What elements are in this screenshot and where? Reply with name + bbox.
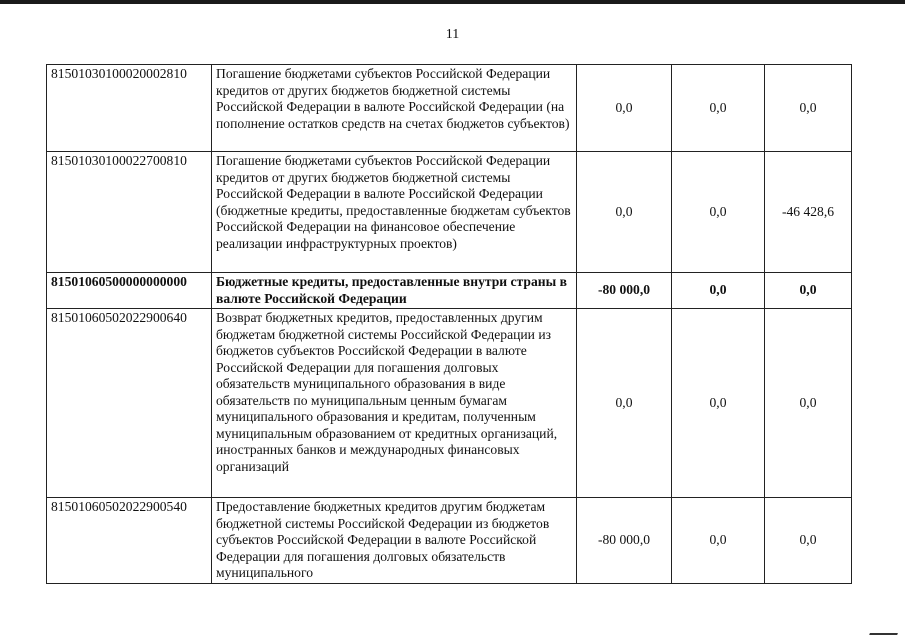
row-value-2: 0,0 bbox=[672, 152, 765, 273]
row-value-1: 0,0 bbox=[577, 65, 672, 152]
row-name: Погашение бюджетами субъектов Российской Федерации кредитов от других бюджетов бюджетной системы Российской Федерации в валюте Российской Федерации (бюджетные кредиты, предоставленные бюджетам субъектов Российской Федерации на финансовое обеспечение реализации инфраструктурных проектов) bbox=[212, 152, 577, 273]
page-number: 11 bbox=[445, 27, 460, 42]
row-value-2: 0,0 bbox=[672, 309, 765, 498]
row-code: 81501060502022900540 bbox=[47, 498, 212, 584]
row-value-3: 0,0 bbox=[765, 273, 852, 309]
row-code: 81501030100020002810 bbox=[47, 65, 212, 152]
row-name: Погашение бюджетами субъектов Российской Федерации кредитов от других бюджетов бюджетной системы Российской Федерации в валюте Российской Федерации (на пополнение остатков средств на счетах бюджетов субъектов) bbox=[212, 65, 577, 152]
table-row bbox=[47, 498, 852, 584]
table-row bbox=[47, 273, 852, 309]
row-value-2: 0,0 bbox=[672, 65, 765, 152]
row-name: Бюджетные кредиты, предоставленные внутри страны в валюте Российской Федерации bbox=[212, 273, 577, 309]
row-value-1: -80 000,0 bbox=[577, 273, 672, 309]
row-value-2: 0,0 bbox=[672, 498, 765, 584]
row-code: 81501060500000000000 bbox=[47, 273, 212, 309]
table-row bbox=[47, 309, 852, 498]
row-code: 81501060502022900640 bbox=[47, 309, 212, 498]
row-code: 81501030100022700810 bbox=[47, 152, 212, 273]
row-name: Предоставление бюджетных кредитов другим бюджетам бюджетной системы Российской Федерации из бюджетов субъектов Российской Федерации в валюте Российской Федерации для погашения долговых обязательств муниципального bbox=[212, 498, 577, 584]
row-name: Возврат бюджетных кредитов, предоставленных другим бюджетам бюджетной системы Российской Федерации из бюджетов субъектов Российской Федерации в валюте Российской Федерации для погашения долговых обязательств муниципального образования в виде обязательств по муниципальным ценным бумагам муниципального образования и кредитам, полученным муниципальным образованием от кредитных организаций, иностранных банков и международных финансовых организаций bbox=[212, 309, 577, 498]
budget-table bbox=[46, 64, 852, 584]
table-row bbox=[47, 152, 852, 273]
row-value-3: 0,0 bbox=[765, 309, 852, 498]
row-value-3: 0,0 bbox=[765, 498, 852, 584]
table-row bbox=[47, 65, 852, 152]
scan-top-edge bbox=[0, 0, 905, 4]
row-value-2: 0,0 bbox=[672, 273, 765, 309]
row-value-3: -46 428,6 bbox=[765, 152, 852, 273]
scan-corner-mark bbox=[869, 625, 901, 635]
row-value-3: 0,0 bbox=[765, 65, 852, 152]
row-value-1: 0,0 bbox=[577, 309, 672, 498]
row-value-1: 0,0 bbox=[577, 152, 672, 273]
row-value-1: -80 000,0 bbox=[577, 498, 672, 584]
